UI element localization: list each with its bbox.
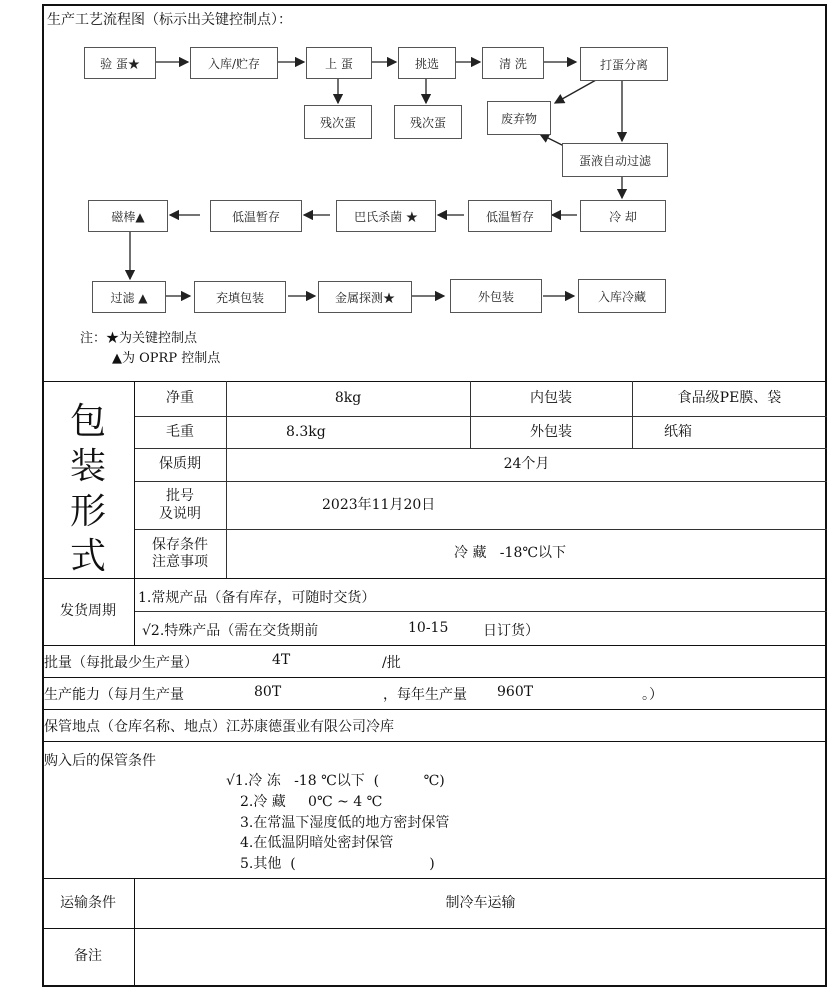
- process-title: 生产工艺流程图（标示出关键控制点）：: [47, 12, 292, 28]
- capacity-label: 生产能力（每月生产量: [44, 687, 184, 703]
- flow-step-cooling: 冷 却: [580, 200, 666, 232]
- flow-step-cold-hold-2: 低温暂存: [210, 200, 302, 232]
- after-purchase-option-3: 3.在常温下湿度低的地方密封保管: [240, 815, 450, 831]
- flow-step-pasteurization: 巴氏杀菌 ★: [336, 200, 436, 232]
- shelf-life-label: 保质期: [159, 456, 201, 473]
- flow-step-cold-hold-1: 低温暂存: [468, 200, 552, 232]
- net-weight-value: 8kg: [334, 390, 362, 407]
- net-weight-label: 净重: [166, 390, 194, 407]
- gross-weight-label: 毛重: [166, 423, 194, 440]
- after-purchase-option-1: √1.冷 冻 -18 ℃以下 ( ℃): [226, 773, 445, 789]
- outer-pack-value: 纸箱: [664, 423, 692, 440]
- shelf-life-value: 24个月: [503, 456, 550, 473]
- after-purchase-option-4: 4.在低温阴暗处密封保管: [240, 835, 394, 851]
- capacity-end: 。）: [642, 687, 663, 703]
- legend-oprp: ▲为 OPRP 控制点: [112, 351, 221, 366]
- delivery-option-days: 10-15: [408, 620, 449, 636]
- flow-step-outer-packing: 外包装: [450, 279, 542, 313]
- delivery-option-regular: 1.常规产品（备有库存，可随时交货）: [138, 590, 376, 606]
- flow-step-filter: 蛋液自动过滤: [562, 143, 668, 177]
- batch-value: 2023年11月20日: [322, 496, 436, 513]
- delivery-option-special-prefix: √2.特殊产品（需在交货期前: [142, 623, 319, 639]
- flow-step-storage: 入库/贮存: [190, 47, 278, 79]
- batch-size-value: 4T: [272, 652, 291, 668]
- inner-pack-label: 内包装: [530, 390, 572, 407]
- after-purchase-option-5: 5.其他 ( ): [240, 856, 435, 872]
- gross-weight-value: 8.3kg: [286, 423, 326, 440]
- flow-step-metal-detection: 金属探测★: [318, 281, 412, 313]
- delivery-label: 发货周期: [60, 603, 116, 620]
- storage-conditions-label: 保存条件 注意事项: [152, 536, 208, 570]
- flow-step-loading: 上 蛋: [306, 47, 372, 79]
- flow-step-filtering: 过滤 ▲: [92, 281, 166, 313]
- storage-conditions-value: 冷 藏 -18℃以下: [454, 545, 567, 562]
- flow-step-selection: 挑选: [398, 47, 456, 79]
- flow-step-magnet: 磁棒▲: [88, 200, 168, 232]
- remarks-value: [134, 929, 827, 985]
- capacity-yearly: 960T: [497, 684, 534, 700]
- capacity-yearly-label: ，每年生产量: [383, 687, 467, 703]
- legend-ccp: 注：★为关键控制点: [80, 331, 198, 346]
- inner-pack-value: 食品级PE膜、袋: [677, 390, 782, 407]
- batch-label: 批号 及说明: [159, 488, 201, 522]
- packaging-section-label: 包 装 形 式: [69, 401, 106, 577]
- flow-step-breaking: 打蛋分离: [580, 47, 668, 81]
- batch-size-unit: /批: [382, 655, 401, 671]
- storage-location: 保管地点（仓库名称、地点）江苏康德蛋业有限公司冷库: [44, 719, 394, 735]
- outer-pack-label: 外包装: [530, 423, 572, 440]
- flow-defective-egg-2: 残次蛋: [394, 105, 462, 139]
- capacity-monthly: 80T: [254, 684, 282, 700]
- delivery-option-special-suffix: 日订货）: [483, 623, 539, 639]
- remarks-label: 备注: [74, 948, 102, 965]
- transport-label: 运输条件: [60, 894, 116, 911]
- flow-defective-egg-1: 残次蛋: [304, 105, 372, 139]
- after-purchase-option-2: 2.冷 藏 0℃ ~ 4 ℃: [240, 794, 383, 810]
- flow-step-filling: 充填包装: [194, 281, 286, 313]
- flow-step-washing: 清 洗: [482, 47, 544, 79]
- transport-value: 制冷车运输: [445, 894, 516, 911]
- after-purchase-label: 购入后的保管条件: [44, 753, 156, 769]
- flow-waste: 废弃物: [487, 101, 551, 135]
- flow-step-cold-storage: 入库冷藏: [578, 279, 666, 313]
- batch-size-label: 批量（每批最少生产量）: [44, 655, 198, 671]
- flow-step-egg-inspection: 验 蛋★: [84, 47, 156, 79]
